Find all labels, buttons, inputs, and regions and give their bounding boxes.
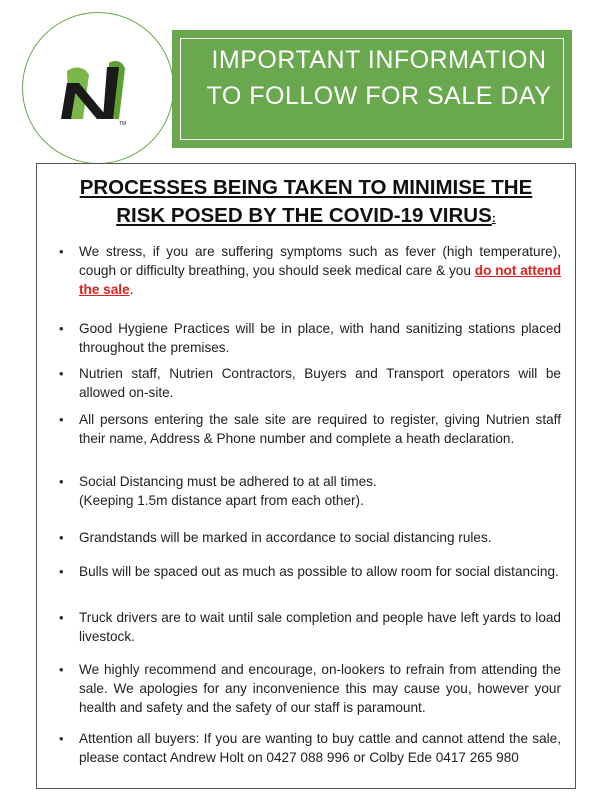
title-banner bbox=[172, 30, 572, 148]
bullet-icon: • bbox=[59, 366, 64, 381]
heading-line-2: RISK POSED BY THE COVID-19 VIRUS bbox=[116, 204, 492, 227]
item-text-end: . bbox=[129, 282, 134, 297]
list-item bbox=[59, 410, 561, 448]
bullet-icon: • bbox=[59, 321, 64, 336]
trademark-mark: TM bbox=[119, 121, 127, 127]
bullet-icon: • bbox=[59, 474, 64, 489]
list-item bbox=[59, 364, 561, 402]
list-item bbox=[59, 528, 561, 547]
list-item bbox=[59, 608, 561, 646]
bullet-icon: • bbox=[59, 564, 64, 579]
item-text: Attention all buyers: If you are wanting to buy cattle and cannot attend the sale, please contact Andrew Holt on 0427 088 996 or Colby Ede 0417 265 980 bbox=[79, 731, 561, 765]
bullet-icon: • bbox=[59, 244, 64, 259]
heading-line-1: PROCESSES BEING TAKEN TO MINIMISE THE bbox=[79, 176, 533, 199]
bullet-icon: • bbox=[59, 731, 64, 746]
list-item bbox=[59, 242, 562, 299]
item-text: Good Hygiene Practices will be in place, with hand sanitizing stations placed throughout the premises. bbox=[79, 321, 561, 355]
list-item bbox=[59, 562, 561, 581]
banner-title bbox=[192, 42, 566, 114]
do-not-attend-emphasis: do not attend the sale bbox=[79, 263, 562, 297]
notice-box bbox=[36, 163, 576, 789]
list-item bbox=[59, 472, 561, 510]
item-text: All persons entering the sale site are required to register, giving Nutrien staff their name, Address & Phone number and complete a heath declaration. bbox=[79, 412, 561, 446]
nutrien-n-logo-icon bbox=[23, 13, 173, 163]
banner-line-1: IMPORTANT INFORMATION bbox=[211, 46, 547, 74]
item-text: Nutrien staff, Nutrien Contractors, Buyers and Transport operators will be allowed on-site. bbox=[79, 366, 561, 400]
item-text: Truck drivers are to wait until sale completion and people have left yards to load livestock. bbox=[79, 610, 561, 644]
bullet-icon: • bbox=[59, 412, 64, 427]
item-text: We highly recommend and encourage, on-lookers to refrain from attending the sale. We apologies for any inconvenience this may cause you, however your health and safety and the safety of our staff is paramount. bbox=[79, 662, 561, 715]
heading-colon: : bbox=[491, 211, 496, 225]
item-text: Social Distancing must be adhered to at all times. bbox=[79, 474, 377, 489]
bullet-icon: • bbox=[59, 662, 64, 677]
notice-heading bbox=[37, 174, 575, 232]
nutrien-logo bbox=[22, 12, 174, 164]
bullet-icon: • bbox=[59, 530, 64, 545]
item-text: Bulls will be spaced out as much as possible to allow room for social distancing. bbox=[79, 564, 559, 579]
bullet-icon: • bbox=[59, 610, 64, 625]
item-text: We stress, if you are suffering symptoms such as fever (high temperature), cough or difficulty breathing, you should seek medical care & you bbox=[79, 244, 561, 278]
list-item bbox=[59, 660, 561, 717]
list-item bbox=[59, 729, 561, 767]
item-text-note: (Keeping 1.5m distance apart from each other). bbox=[79, 493, 364, 508]
banner-line-2: TO FOLLOW FOR SALE DAY bbox=[206, 82, 552, 110]
item-text: Grandstands will be marked in accordance to social distancing rules. bbox=[79, 530, 492, 545]
list-item bbox=[59, 319, 561, 357]
